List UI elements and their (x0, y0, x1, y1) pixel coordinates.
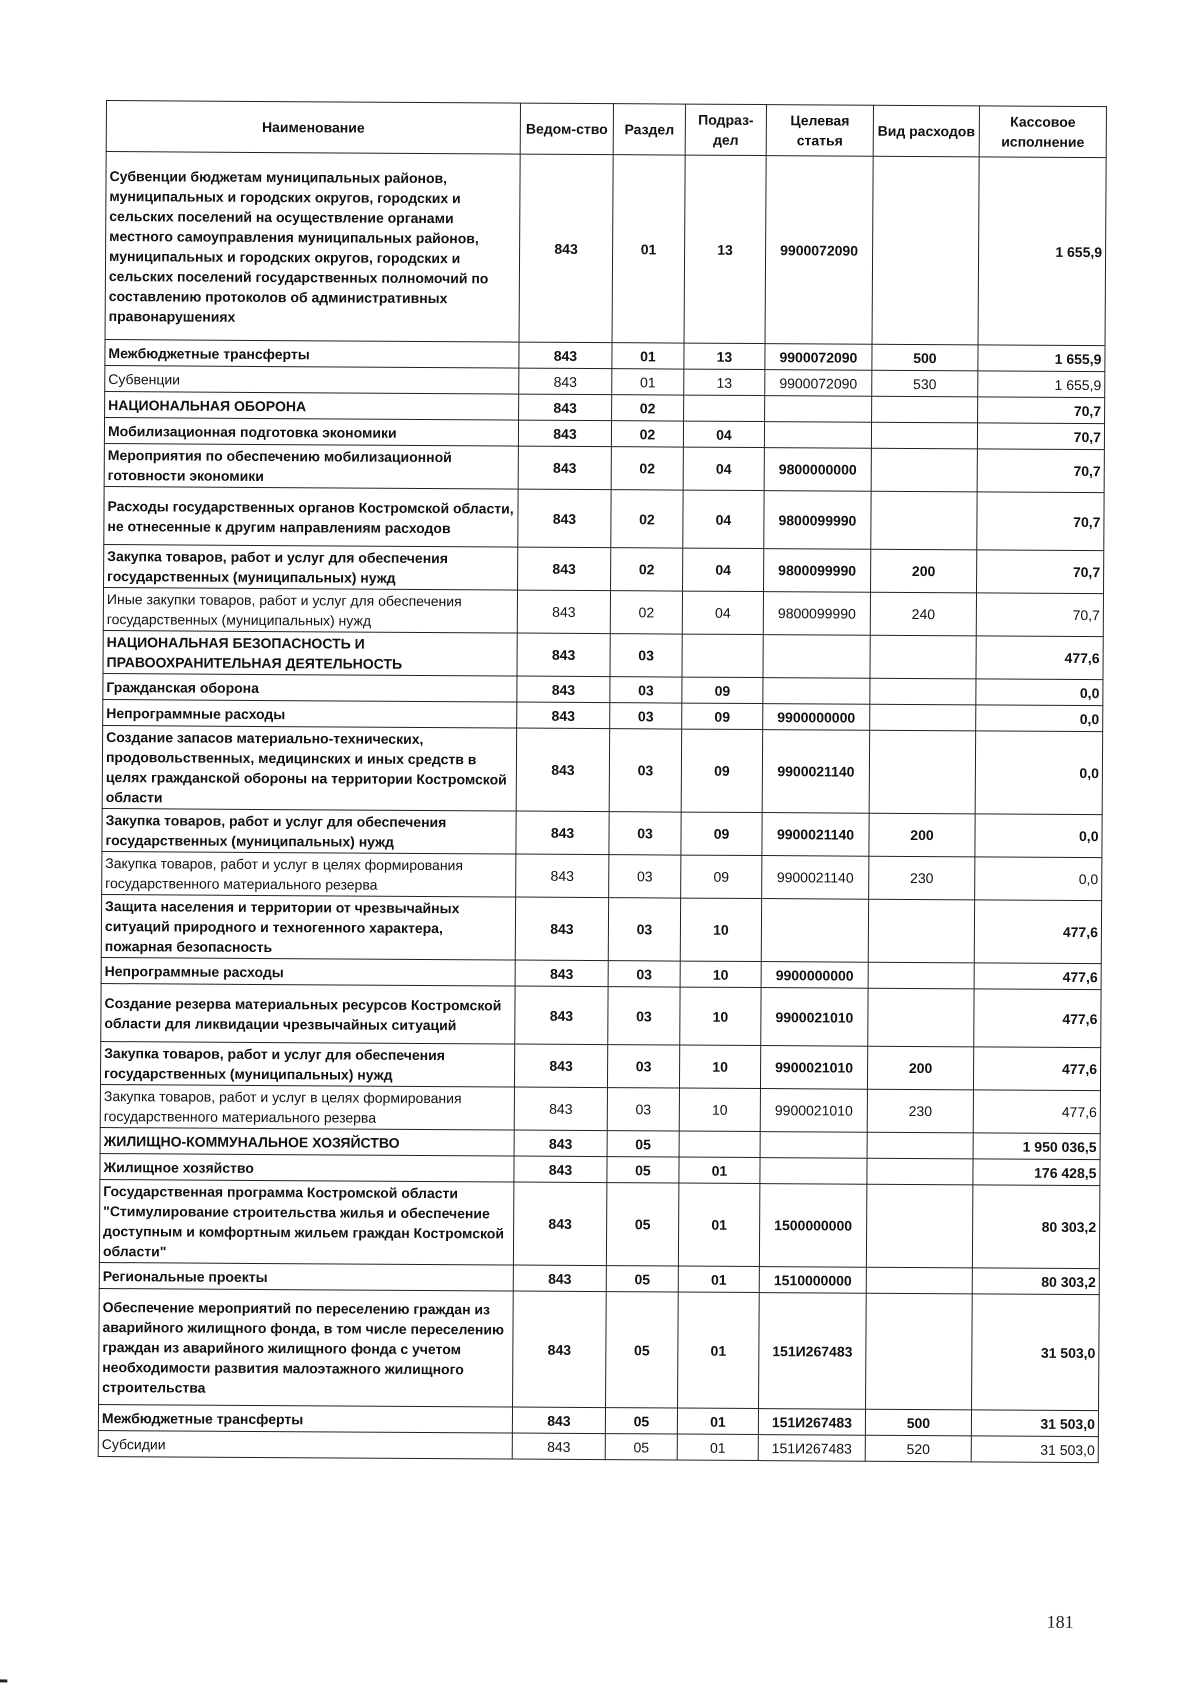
header-kassovoe: Кассовое исполнение (979, 106, 1106, 158)
cell-vid (870, 678, 976, 705)
cell-podrazdel: 10 (679, 1088, 760, 1131)
cell-razdel: 01 (612, 343, 684, 369)
cell-name: ЖИЛИЩНО-КОММУНАЛЬНОЕ ХОЗЯЙСТВО (100, 1128, 514, 1157)
cell-name: Региональные проекты (99, 1263, 513, 1292)
cell-celevaya: 9900072090 (765, 370, 872, 397)
cell-kassovoe: 70,7 (978, 397, 1105, 424)
cell-vedomstvo: 843 (517, 702, 610, 729)
cell-kassovoe: 31 503,0 (972, 1294, 1100, 1411)
cell-name: НАЦИОНАЛЬНАЯ БЕЗОПАСНОСТЬ И ПРАВООХРАНИТЕЛЬНАЯ ДЕЯТЕЛЬНОСТЬ (103, 631, 517, 677)
table-row (104, 444, 1104, 493)
header-podrazdel: Подраз-дел (685, 104, 766, 155)
cell-kassovoe: 477,6 (976, 636, 1103, 680)
cell-podrazdel: 10 (680, 961, 761, 987)
budget-table (98, 100, 1107, 1463)
table-body (98, 152, 1106, 1463)
cell-podrazdel: 10 (679, 1045, 760, 1088)
table-row (99, 1289, 1100, 1411)
cell-celevaya: 9900000000 (761, 962, 868, 989)
cell-vedomstvo: 843 (516, 854, 609, 898)
cell-razdel: 01 (612, 369, 684, 395)
cell-razdel: 03 (610, 677, 682, 703)
cell-kassovoe: 0,0 (975, 857, 1102, 901)
cell-celevaya: 9800099990 (763, 592, 870, 636)
cell-name: Межбюджетные трансферты (98, 1405, 512, 1434)
table-row (102, 852, 1102, 901)
cell-vedomstvo: 843 (519, 368, 612, 395)
cell-vid (872, 396, 978, 423)
cell-name: Жилищное хозяйство (100, 1154, 514, 1183)
cell-name: Обеспечение мероприятий по переселению граждан из аварийного жилищного фонда, в том числе переселению граждан из аварийного жилищного фонда с учетом необходимости развития малоэтажного жилищного строительства (99, 1289, 514, 1408)
cell-celevaya: 9900000000 (763, 704, 870, 731)
cell-celevaya: 151И267483 (758, 1409, 865, 1436)
table-row (98, 1431, 1098, 1463)
cell-podrazdel: 01 (677, 1434, 758, 1460)
cell-podrazdel: 13 (684, 343, 765, 369)
cell-kassovoe: 70,7 (977, 492, 1104, 551)
header-razdel: Раздел (613, 104, 685, 155)
cell-vedomstvo: 843 (517, 590, 610, 634)
cell-vedomstvo: 843 (519, 342, 612, 369)
cell-vid: 240 (870, 592, 976, 636)
cell-razdel: 03 (609, 812, 681, 855)
cell-name: Защита населения и территории от чрезвычайных ситуаций природного и техногенного характера, пожарная безопасность (101, 895, 515, 961)
cell-vedomstvo: 843 (513, 1265, 606, 1292)
cell-vedomstvo: 843 (516, 811, 609, 855)
cell-celevaya (760, 1132, 867, 1159)
cell-podrazdel: 13 (684, 155, 766, 343)
cell-vid: 230 (869, 856, 975, 900)
cell-celevaya: 9900021010 (761, 988, 868, 1047)
cell-kassovoe: 80 303,2 (972, 1185, 1100, 1269)
cell-vid: 520 (865, 1435, 971, 1462)
cell-razdel: 02 (610, 591, 682, 634)
cell-podrazdel: 09 (682, 703, 763, 729)
cell-razdel: 05 (606, 1292, 679, 1408)
cell-kassovoe: 31 503,0 (971, 1410, 1098, 1437)
cell-razdel: 03 (608, 987, 680, 1045)
cell-podrazdel: 01 (678, 1266, 759, 1292)
table-row (99, 1180, 1099, 1269)
cell-podrazdel: 01 (678, 1292, 760, 1408)
cell-name: Непрограммные расходы (103, 700, 517, 729)
cell-vid: 500 (865, 1409, 971, 1436)
cell-name: Субвенции (105, 366, 519, 395)
cell-vedomstvo: 843 (515, 960, 608, 987)
cell-name: НАЦИОНАЛЬНАЯ ОБОРОНА (105, 392, 519, 421)
cell-name: Государственная программа Костромской области "Стимулирование строительства жилья и обеспечение доступным и комфортным жильем граждан Костромской области" (99, 1180, 513, 1266)
header-celevaya: Целевая статья (766, 105, 873, 157)
cell-podrazdel: 09 (681, 855, 762, 898)
cell-vid (866, 1293, 973, 1410)
cell-podrazdel: 10 (680, 898, 761, 961)
cell-name: Закупка товаров, работ и услуг в целях формирования государственного материального резерва (102, 852, 516, 898)
cell-name: Субсидии (98, 1431, 512, 1460)
cell-celevaya: 151И267483 (759, 1293, 867, 1410)
table-row (101, 984, 1101, 1048)
cell-vid (866, 1267, 972, 1294)
cell-razdel: 03 (607, 1045, 679, 1088)
cell-celevaya: 9900021140 (762, 730, 870, 814)
cell-razdel: 05 (607, 1157, 679, 1183)
cell-podrazdel: 09 (682, 677, 763, 703)
cell-vid (866, 1184, 973, 1268)
cell-razdel: 03 (610, 703, 682, 729)
cell-podrazdel: 10 (680, 987, 761, 1045)
cell-name: Закупка товаров, работ и услуг для обеспечения государственных (муниципальных) нужд (104, 545, 518, 591)
cell-vedomstvo: 843 (518, 489, 611, 548)
table-row (102, 726, 1102, 815)
cell-name: Закупка товаров, работ и услуг в целях формирования государственного материального резерва (100, 1085, 514, 1131)
cell-podrazdel: 09 (681, 729, 763, 812)
header-vid: Вид расходов (873, 105, 979, 157)
cell-vedomstvo: 843 (513, 1291, 607, 1408)
cell-celevaya: 1500000000 (759, 1184, 867, 1268)
cell-celevaya: 9900021140 (762, 856, 869, 900)
cell-name: Иные закупки товаров, работ и услуг для обеспечения государственных (муниципальных) нужд (103, 588, 517, 634)
table-row (104, 487, 1104, 551)
cell-podrazdel: 04 (683, 447, 764, 490)
cell-vid (871, 491, 977, 550)
cell-vid: 200 (867, 1046, 973, 1090)
cell-celevaya: 1510000000 (759, 1267, 866, 1294)
cell-kassovoe: 31 503,0 (971, 1436, 1098, 1463)
cell-name: Создание запасов материально-технических, продовольственных, медицинских и иных средств в целях гражданской обороны на территории Костромской области (102, 726, 516, 812)
cell-podrazdel: 09 (681, 812, 762, 855)
margin-mark (0, 1679, 7, 1682)
cell-celevaya: 9800099990 (764, 491, 871, 550)
cell-vedomstvo: 843 (518, 420, 611, 447)
cell-razdel: 05 (605, 1434, 677, 1460)
cell-name: Закупка товаров, работ и услуг для обеспечения государственных (муниципальных) нужд (100, 1042, 514, 1088)
cell-kassovoe: 477,6 (974, 989, 1101, 1048)
cell-podrazdel: 04 (682, 591, 763, 634)
cell-kassovoe: 70,7 (977, 550, 1104, 594)
cell-vedomstvo: 843 (517, 676, 610, 703)
cell-kassovoe: 80 303,2 (972, 1268, 1099, 1295)
cell-razdel: 02 (611, 421, 683, 447)
cell-kassovoe: 1 655,9 (978, 371, 1105, 398)
cell-podrazdel: 04 (683, 548, 764, 591)
cell-name: Непрограммные расходы (101, 958, 515, 987)
cell-podrazdel: 04 (683, 421, 764, 447)
cell-celevaya: 9900072090 (765, 344, 872, 371)
cell-name: Межбюджетные трансферты (105, 340, 519, 369)
cell-vedomstvo: 843 (513, 1182, 607, 1266)
cell-vedomstvo: 843 (519, 394, 612, 421)
cell-vedomstvo: 843 (515, 986, 608, 1045)
cell-razdel: 02 (612, 395, 684, 421)
cell-name: Мероприятия по обеспечению мобилизационной готовности экономики (104, 444, 518, 490)
cell-kassovoe: 70,7 (976, 593, 1103, 637)
cell-celevaya (764, 422, 871, 449)
cell-razdel: 03 (608, 898, 680, 961)
cell-celevaya: 9800099990 (764, 549, 871, 593)
cell-vedomstvo: 843 (514, 1130, 607, 1157)
cell-celevaya: 9900072090 (765, 156, 873, 345)
cell-vid (868, 899, 974, 963)
cell-vid (867, 1158, 973, 1185)
cell-celevaya: 151И267483 (758, 1435, 865, 1462)
table-row (103, 631, 1103, 680)
table-row (103, 588, 1103, 637)
cell-vedomstvo: 843 (519, 154, 613, 343)
cell-vedomstvo: 843 (517, 633, 610, 677)
cell-podrazdel (679, 1131, 760, 1157)
cell-razdel: 05 (606, 1266, 678, 1292)
cell-vid (870, 704, 976, 731)
cell-celevaya (760, 1158, 867, 1185)
cell-razdel: 03 (607, 1088, 679, 1131)
cell-kassovoe: 1 655,9 (978, 157, 1106, 346)
cell-razdel: 03 (610, 634, 682, 677)
cell-kassovoe: 0,0 (975, 731, 1103, 815)
page-number: 181 (1046, 1611, 1074, 1632)
cell-vedomstvo: 843 (515, 897, 608, 961)
cell-celevaya (761, 899, 868, 963)
table-row (101, 895, 1101, 964)
cell-razdel: 03 (609, 729, 682, 812)
cell-vedomstvo: 843 (514, 1156, 607, 1183)
table-row (100, 1042, 1100, 1091)
table-row (104, 545, 1104, 594)
cell-kassovoe: 176 428,5 (973, 1159, 1100, 1186)
cell-celevaya (763, 635, 870, 679)
cell-kassovoe: 477,6 (973, 1090, 1100, 1134)
cell-kassovoe: 1 655,9 (978, 345, 1105, 372)
cell-vedomstvo: 843 (518, 547, 611, 591)
cell-vid: 500 (872, 344, 978, 371)
cell-name: Расходы государственных органов Костромской области, не отнесенные к другим направлениям расходов (104, 487, 518, 548)
table-row (102, 809, 1102, 858)
cell-vid (871, 448, 977, 492)
cell-celevaya: 9900021010 (760, 1046, 867, 1090)
cell-celevaya: 9900021010 (760, 1089, 867, 1133)
cell-kassovoe: 0,0 (976, 679, 1103, 706)
cell-podrazdel: 01 (678, 1183, 760, 1266)
cell-vedomstvo: 843 (512, 1433, 605, 1460)
header-vedomstvo: Ведом-ство (520, 103, 613, 155)
cell-vedomstvo: 843 (518, 446, 611, 490)
cell-razdel: 05 (606, 1183, 679, 1266)
cell-vid (868, 988, 974, 1047)
cell-podrazdel: 13 (684, 369, 765, 395)
cell-celevaya (763, 678, 870, 705)
cell-podrazdel (684, 395, 765, 421)
cell-vid (871, 422, 977, 449)
cell-vid (870, 635, 976, 679)
table-header (106, 101, 1106, 158)
header-row (106, 101, 1106, 158)
cell-razdel: 02 (611, 548, 683, 591)
cell-kassovoe: 477,6 (974, 963, 1101, 990)
cell-vid: 530 (872, 370, 978, 397)
cell-vid: 200 (871, 549, 977, 593)
table-row (100, 1085, 1100, 1134)
cell-name: Закупка товаров, работ и услуг для обеспечения государственных (муниципальных) нужд (102, 809, 516, 855)
cell-kassovoe: 0,0 (975, 814, 1102, 858)
cell-vid (868, 962, 974, 989)
cell-vid (872, 156, 979, 345)
header-name: Наименование (106, 101, 520, 155)
cell-vedomstvo: 843 (514, 1087, 607, 1131)
cell-celevaya: 9800000000 (764, 448, 871, 492)
cell-vid: 230 (867, 1089, 973, 1133)
cell-podrazdel: 01 (679, 1157, 760, 1183)
cell-podrazdel (682, 634, 763, 677)
cell-celevaya: 9900021140 (762, 813, 869, 857)
cell-razdel: 05 (605, 1408, 677, 1434)
cell-razdel: 02 (611, 447, 683, 490)
cell-vid (867, 1132, 973, 1159)
cell-kassovoe: 70,7 (977, 449, 1104, 493)
cell-razdel: 02 (611, 490, 683, 548)
cell-kassovoe: 477,6 (974, 900, 1101, 964)
cell-podrazdel: 04 (683, 490, 764, 548)
cell-razdel: 01 (612, 155, 685, 343)
cell-razdel: 03 (608, 961, 680, 987)
cell-kassovoe: 1 950 036,5 (973, 1133, 1100, 1160)
cell-name: Гражданская оборона (103, 674, 517, 703)
cell-celevaya (765, 396, 872, 423)
cell-name: Мобилизационная подготовка экономики (104, 418, 518, 447)
cell-vedomstvo: 843 (512, 1407, 605, 1434)
table-row (105, 152, 1106, 346)
cell-vedomstvo: 843 (514, 1044, 607, 1088)
cell-vid (869, 730, 976, 814)
cell-name: Субвенции бюджетам муниципальных районов, муниципальных и городских округов, городских и сельских поселений на осуществление органами местного самоуправления муниципальных районов, муниципальных и городских округов, городских и сельских поселений государственных полномочий по составлению протоколов об административных правонарушениях (105, 152, 520, 343)
cell-podrazdel: 01 (677, 1408, 758, 1434)
cell-vid: 200 (869, 813, 975, 857)
cell-razdel: 05 (607, 1131, 679, 1157)
cell-kassovoe: 0,0 (976, 705, 1103, 732)
cell-kassovoe: 70,7 (977, 423, 1104, 450)
cell-razdel: 03 (609, 855, 681, 898)
cell-vedomstvo: 843 (516, 728, 610, 812)
cell-kassovoe: 477,6 (973, 1047, 1100, 1091)
cell-name: Создание резерва материальных ресурсов Костромской области для ликвидации чрезвычайных ситуаций (101, 984, 515, 1045)
